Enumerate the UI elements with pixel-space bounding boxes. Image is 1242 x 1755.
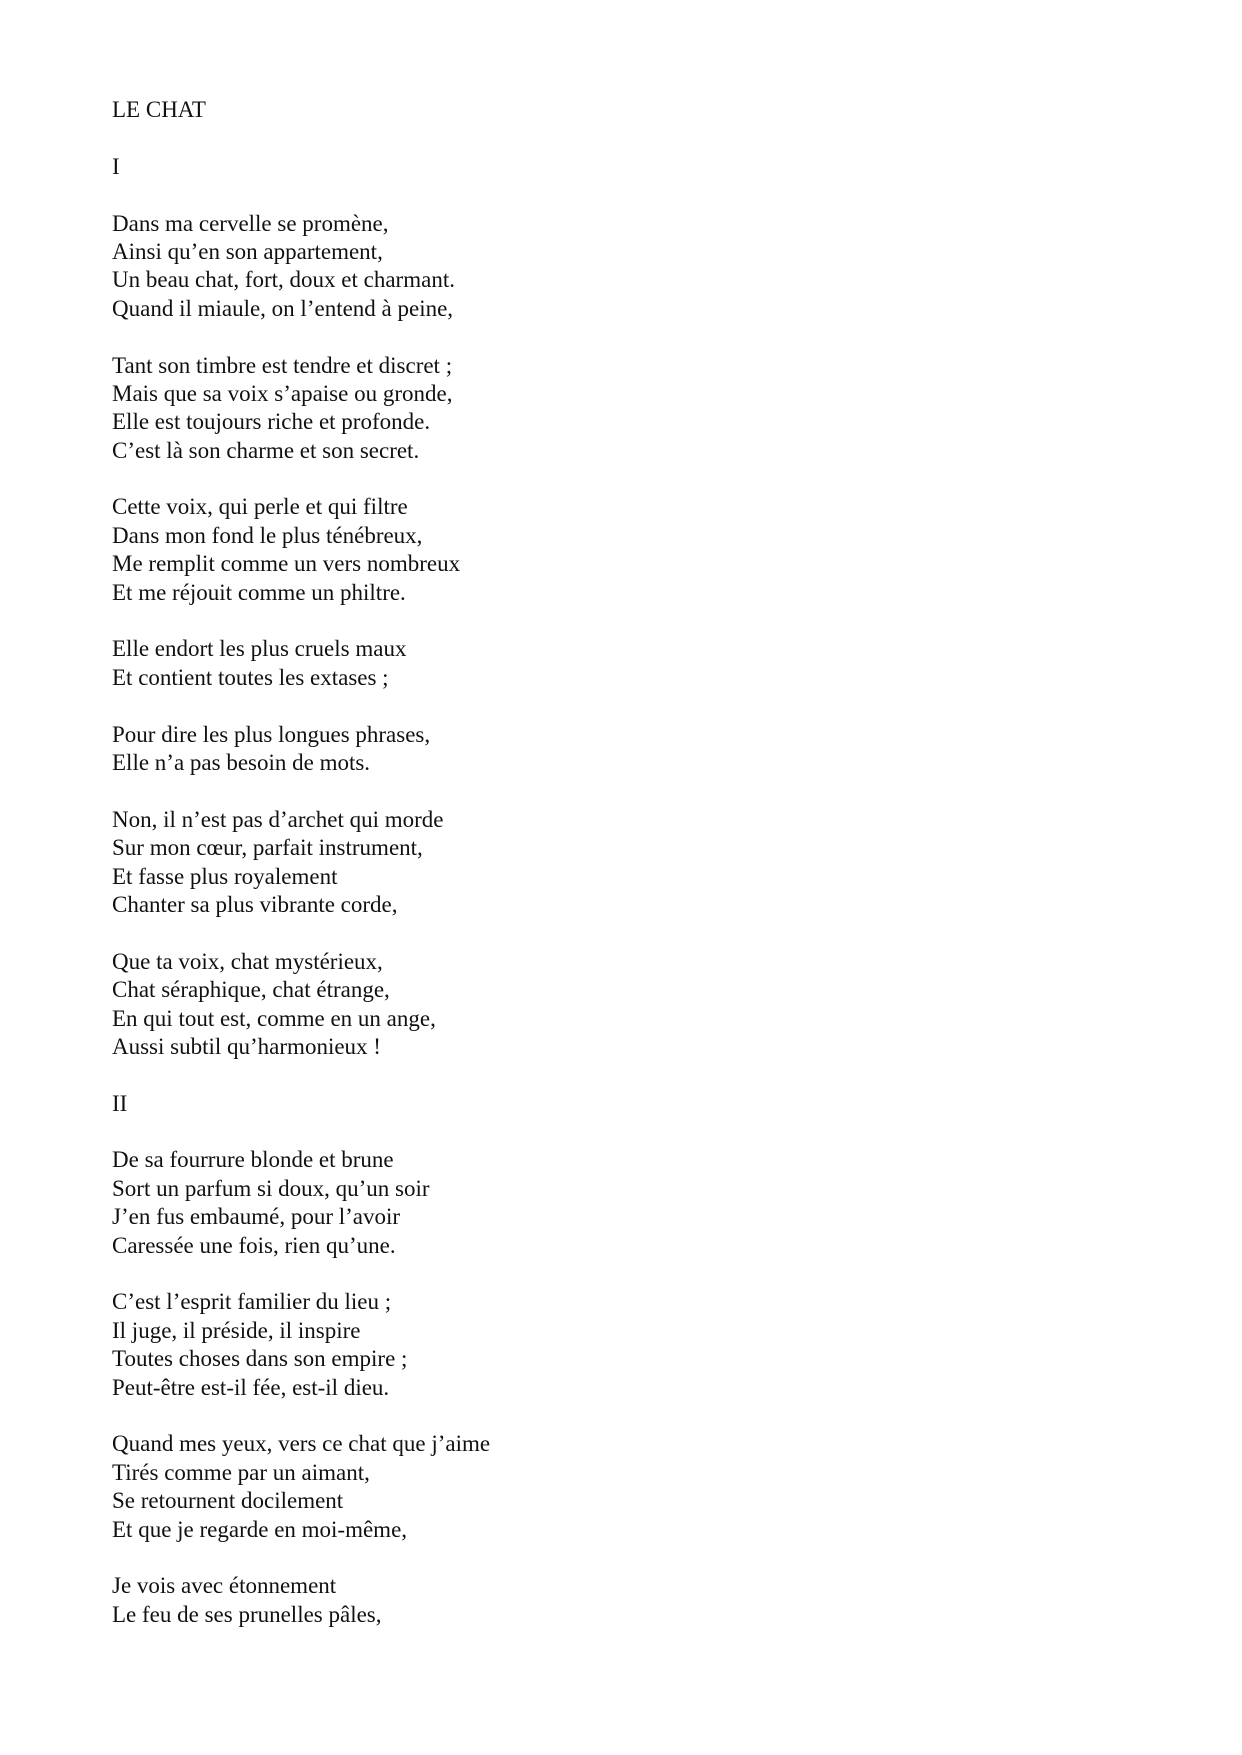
- poem-line: Pour dire les plus longues phrases,: [112, 721, 431, 747]
- spacer: [112, 1260, 1112, 1288]
- poem-line: Dans mon fond le plus ténébreux,: [112, 522, 423, 548]
- poem-line: Toutes choses dans son empire ;: [112, 1346, 408, 1372]
- spacer: [112, 465, 1112, 493]
- spacer: [112, 124, 1112, 152]
- poem-line: Aussi subtil qu’harmonieux !: [112, 1033, 381, 1059]
- poem-line: C’est là son charme et son secret.: [112, 437, 420, 463]
- poem-line: Le feu de ses prunelles pâles,: [112, 1601, 382, 1627]
- poem-line: Tirés comme par un aimant,: [112, 1459, 370, 1485]
- spacer: [112, 1544, 1112, 1572]
- poem-line: Et contient toutes les extases ;: [112, 664, 389, 690]
- poem-line: Et que je regarde en moi-même,: [112, 1516, 408, 1542]
- poem-line: Un beau chat, fort, doux et charmant.: [112, 267, 455, 293]
- poem-line: Elle est toujours riche et profonde.: [112, 409, 431, 435]
- section-numeral: I: [112, 153, 120, 179]
- poem-line: Non, il n’est pas d’archet qui morde: [112, 806, 444, 832]
- poem-line: C’est l’esprit familier du lieu ;: [112, 1289, 392, 1315]
- poem-line: Tant son timbre est tendre et discret ;: [112, 352, 453, 378]
- poem-line: Dans ma cervelle se promène,: [112, 210, 389, 236]
- document-page: [112, 96, 1112, 1629]
- poem-line: Que ta voix, chat mystérieux,: [112, 948, 383, 974]
- stanza: [112, 1288, 1112, 1402]
- poem-line: Chanter sa plus vibrante corde,: [112, 891, 398, 917]
- spacer: [112, 1402, 1112, 1430]
- poem-line: Je vois avec étonnement: [112, 1573, 337, 1599]
- poem-line: De sa fourrure blonde et brune: [112, 1147, 394, 1173]
- poem-line: Quand mes yeux, vers ce chat que j’aime: [112, 1431, 491, 1457]
- poem-line: Ainsi qu’en son appartement,: [112, 238, 383, 264]
- stanza: [112, 1572, 1112, 1629]
- stanza: [112, 635, 1112, 692]
- poem-line: Sur mon cœur, parfait instrument,: [112, 835, 423, 861]
- spacer: [112, 323, 1112, 351]
- poem-line: Caressée une fois, rien qu’une.: [112, 1232, 396, 1258]
- poem-line: Mais que sa voix s’apaise ou gronde,: [112, 380, 453, 406]
- poem-line: Sort un parfum si doux, qu’un soir: [112, 1175, 430, 1201]
- poem-line: Et fasse plus royalement: [112, 863, 338, 889]
- stanza: [112, 1430, 1112, 1544]
- spacer: [112, 607, 1112, 635]
- poem-line: Me remplit comme un vers nombreux: [112, 551, 461, 577]
- section-numeral: II: [112, 1090, 128, 1116]
- stanza: [112, 352, 1112, 466]
- poem-line: Elle endort les plus cruels maux: [112, 636, 407, 662]
- poem-title: LE CHAT: [112, 97, 206, 122]
- stanza: [112, 948, 1112, 1062]
- stanza: [112, 210, 1112, 324]
- poem-line: En qui tout est, comme en un ange,: [112, 1005, 436, 1031]
- poem-line: J’en fus embaumé, pour l’avoir: [112, 1204, 401, 1230]
- poem-line: Quand il miaule, on l’entend à peine,: [112, 295, 454, 321]
- poem-line: Se retournent docilement: [112, 1488, 344, 1514]
- stanza: [112, 806, 1112, 920]
- spacer: [112, 1061, 1112, 1089]
- poem-line: Et me réjouit comme un philtre.: [112, 579, 406, 605]
- spacer: [112, 777, 1112, 805]
- spacer: [112, 181, 1112, 209]
- spacer: [112, 1118, 1112, 1146]
- stanza: [112, 721, 1112, 778]
- spacer: [112, 692, 1112, 720]
- spacer: [112, 919, 1112, 947]
- poem-line: Il juge, il préside, il inspire: [112, 1317, 361, 1343]
- poem-line: Chat séraphique, chat étrange,: [112, 977, 390, 1003]
- poem-body: [112, 153, 1112, 1629]
- stanza: [112, 493, 1112, 607]
- stanza: [112, 1146, 1112, 1260]
- poem-line: Cette voix, qui perle et qui filtre: [112, 494, 408, 520]
- poem-line: Peut-être est-il fée, est-il dieu.: [112, 1374, 390, 1400]
- poem-line: Elle n’a pas besoin de mots.: [112, 749, 371, 775]
